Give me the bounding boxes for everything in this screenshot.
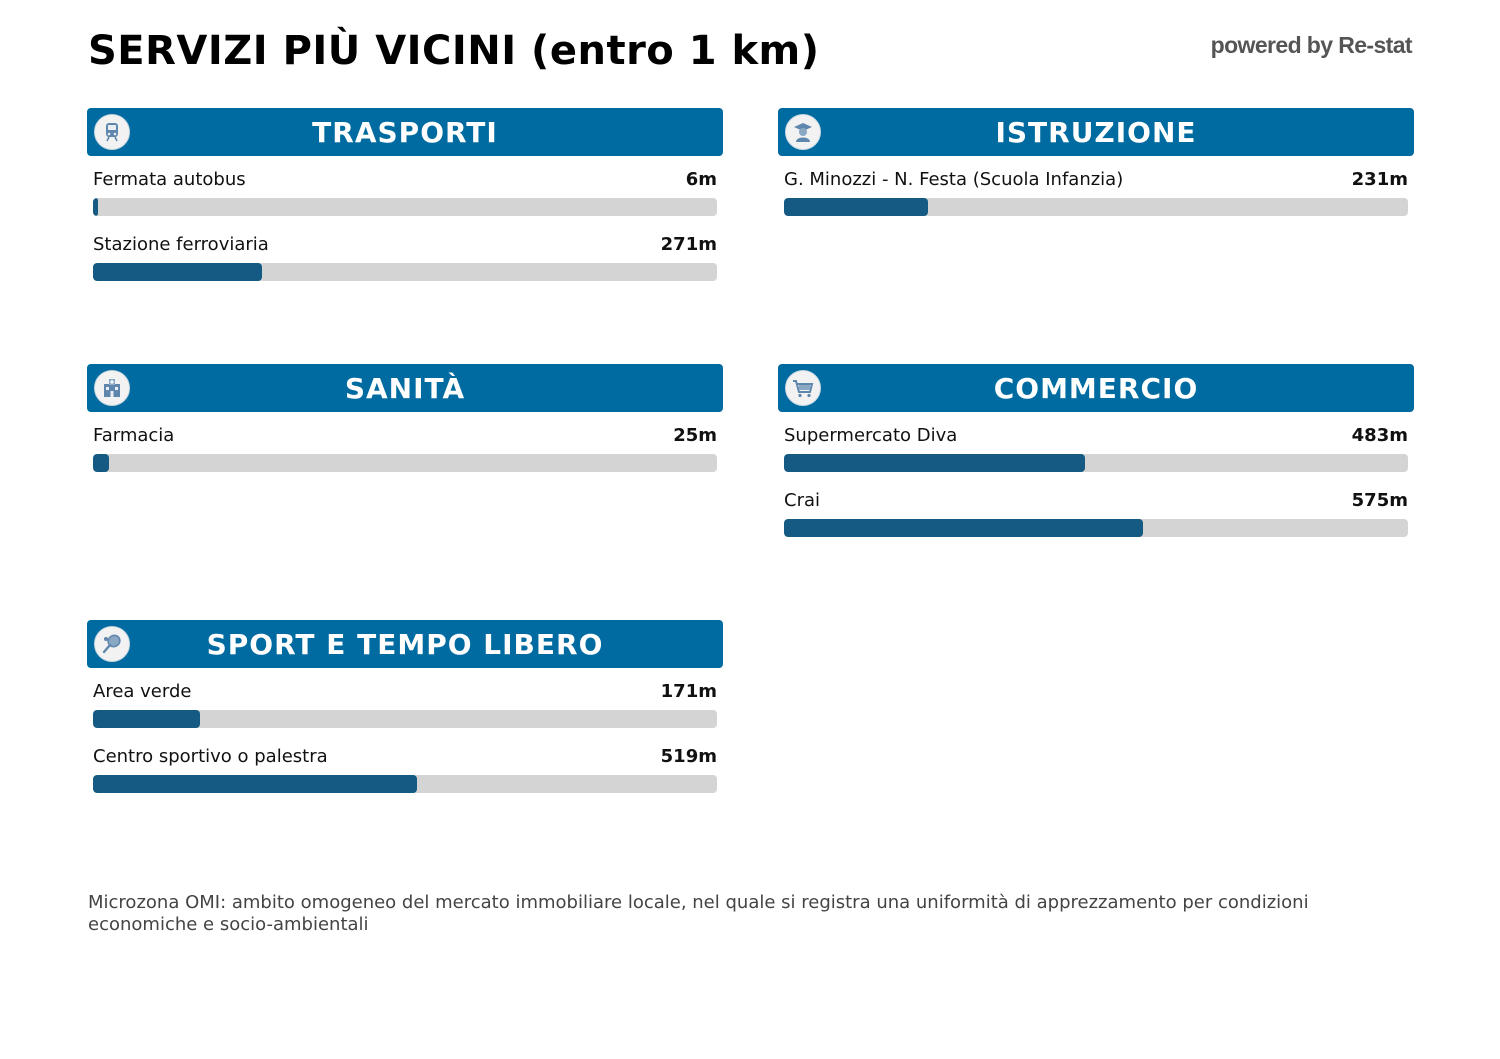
service-label: G. Minozzi - N. Festa (Scuola Infanzia) [784,169,1124,190]
category-title: TRASPORTI [312,115,498,149]
service-label: Area verde [93,681,192,702]
hospital-icon [94,370,130,406]
service-row [93,156,717,221]
distance-value: 231m [1351,169,1408,190]
category-header [87,620,723,668]
category-header [778,364,1414,412]
distance-value: 171m [660,681,717,702]
service-label: Farmacia [93,425,175,446]
distance-bar-track [93,454,717,472]
category-card [778,364,1414,542]
category-title: SANITÀ [344,371,466,405]
distance-value: 519m [660,746,717,767]
category-title: COMMERCIO [993,371,1199,405]
distance-bar-track [784,519,1408,537]
category-header [87,108,723,156]
distance-bar [93,775,417,793]
tennis-icon [94,626,130,662]
distance-bar [784,198,928,216]
distance-bar [93,263,262,281]
distance-value: 575m [1351,490,1408,511]
distance-bar [784,454,1085,472]
distance-bar-track [93,198,717,216]
distance-bar [93,454,109,472]
category-card [87,620,723,798]
service-label: Stazione ferroviaria [93,234,269,255]
distance-value: 25m [673,425,717,446]
student-icon [785,114,821,150]
category-card [778,108,1414,221]
category-title: SPORT E TEMPO LIBERO [206,627,604,661]
cart-icon [785,370,821,406]
service-label: Supermercato Diva [784,425,958,446]
service-row [93,221,717,286]
category-header [87,364,723,412]
service-row [784,477,1408,542]
service-row [784,156,1408,221]
service-label: Crai [784,490,820,511]
service-label: Fermata autobus [93,169,246,190]
service-label: Centro sportivo o palestra [93,746,328,767]
distance-bar-track [93,263,717,281]
distance-value: 6m [685,169,717,190]
distance-bar-track [93,775,717,793]
footnote: Microzona OMI: ambito omogeneo del mercato immobiliare locale, nel quale si registra una uniformità di apprezzamento per condizioni economiche e socio-ambientali [88,892,1309,935]
brand-label: powered by Re-stat [1210,32,1412,58]
service-row [93,668,717,733]
train-icon [94,114,130,150]
service-row [93,412,717,477]
category-title: ISTRUZIONE [995,115,1197,149]
distance-value: 271m [660,234,717,255]
distance-value: 483m [1351,425,1408,446]
distance-bar-track [93,710,717,728]
distance-bar-track [784,454,1408,472]
category-header [778,108,1414,156]
distance-bar [93,710,200,728]
distance-bar-track [784,198,1408,216]
page-title: SERVIZI PIÙ VICINI (entro 1 km) [88,28,820,74]
service-row [784,412,1408,477]
service-row [93,733,717,798]
category-card [87,364,723,477]
distance-bar [93,198,98,216]
distance-bar [784,519,1143,537]
category-card [87,108,723,286]
